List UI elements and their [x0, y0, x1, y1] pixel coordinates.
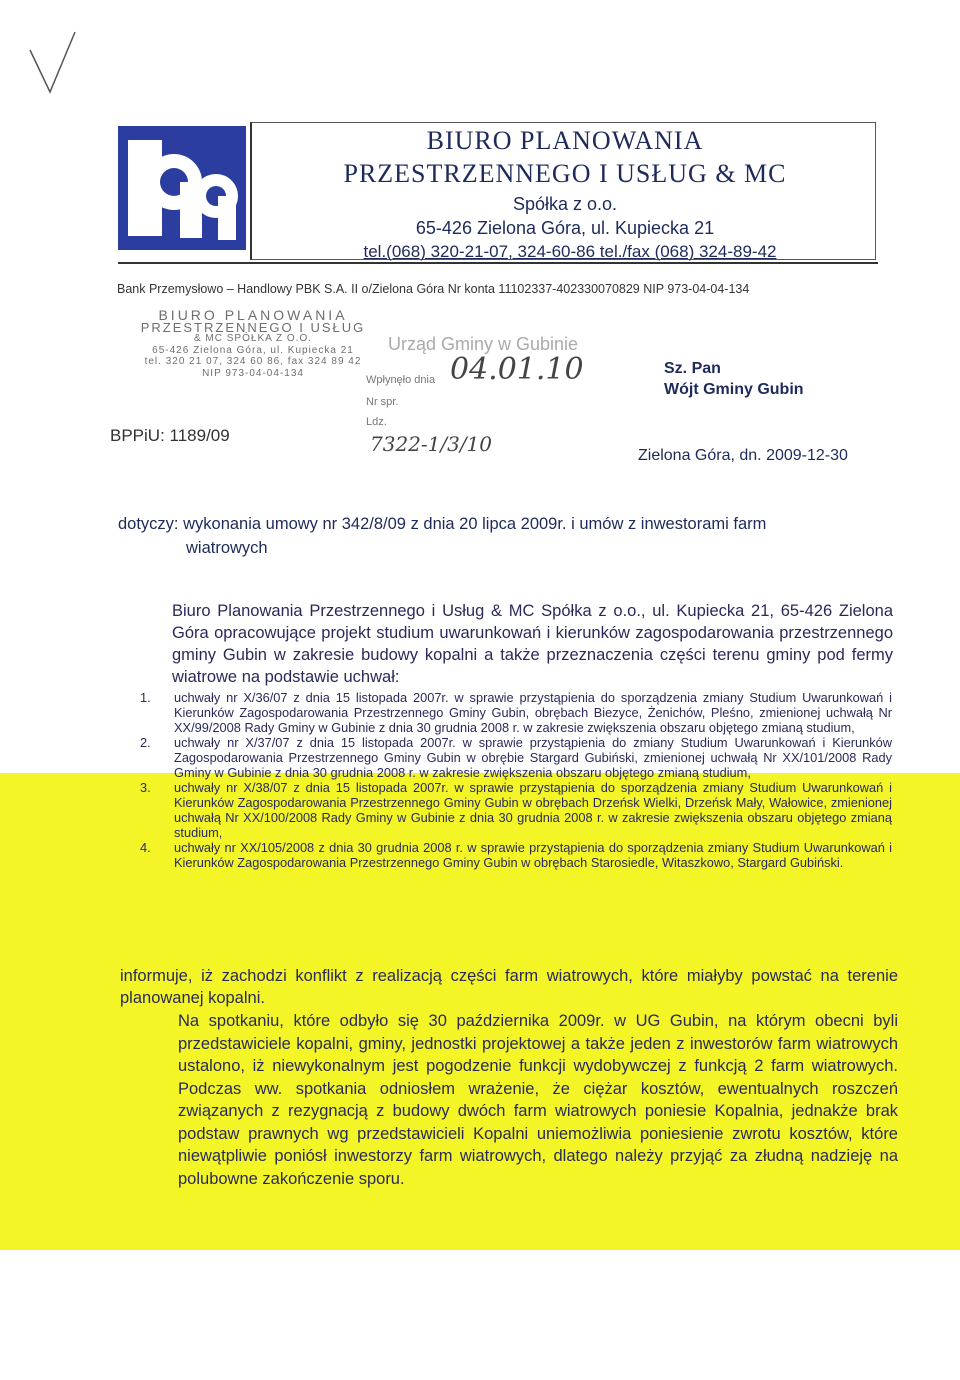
company-phones: tel.(068) 320-21-07, 324-60-86 tel./fax (068) 324-89-42	[363, 242, 777, 261]
place-date: Zielona Góra, dn. 2009-12-30	[638, 447, 848, 464]
list-item	[140, 735, 892, 780]
reg-date-handwritten: 04.01.10	[450, 352, 584, 387]
reference-number: BPPiU: 1189/09	[110, 426, 230, 445]
reg-received-label: Wpłynęło dnia	[366, 374, 436, 386]
list-number: 4.	[140, 840, 151, 855]
list-text: uchwały nr X/36/07 z dnia 15 listopada 2007r. w sprawie przystąpienia do sporządzenia zmiany Studium Uwarunkowań i Kierunków Zagospodarowania Przestrzennego Gminy Gubin, obrębach Biezyce, Żenichów, Pleśno, zmienionej uchwałą Nr XX/99/2008 Rady Gminy w Gubinie z dnia 30 grudnia 2008 r. w zakresie zwiększenia obszaru objętego zmianą studium,	[174, 690, 892, 735]
stamp-line: tel. 320 21 07, 324 60 86, fax 324 89 42	[144, 356, 362, 367]
list-text: uchwały nr XX/105/2008 z dnia 30 grudnia 2008 r. w sprawie przystąpienia do sporządzenia zmiany Studium Uwarunkowań i Kierunków Zagospodarowania Przestrzennego Gminy Gubin w obrębach Starosiedle, Witaszkowo, Stargard Gubiński.	[174, 840, 892, 870]
reg-number-handwritten: 7322-1/3/10	[370, 432, 493, 456]
subject-text: dotyczy: wykonania umowy nr 342/8/09 z dnia 20 lipca 2009r. i umów z inwestorami farm	[118, 515, 767, 533]
reg-office-label: Urząd Gminy w Gubinie	[388, 334, 579, 354]
recipient-name: Wójt Gminy Gubin	[664, 381, 804, 398]
stamp-line: 65-426 Zielona Góra, ul. Kupiecka 21	[152, 344, 354, 356]
stamp-line: BIURO PLANOWANIA	[158, 307, 348, 323]
pen-check-mark	[20, 20, 80, 100]
letterhead-rule	[118, 262, 878, 264]
recipient-salutation: Sz. Pan	[664, 360, 721, 377]
intro-paragraph	[117, 600, 893, 688]
list-item	[140, 840, 892, 870]
list-item	[140, 690, 892, 735]
bank-details: Bank Przemysłowo – Handlowy PBK S.A. II o/Zielona Góra Nr konta 11102337-402330070829 NIP 973-04-04-134	[117, 282, 750, 296]
meeting-text: Na spotkaniu, które odbyło się 30 października 2009r. w UG Gubin, na którym obecni byli przedstawiciele kopalni, gminy, jednostki projektowej a także jeden z inwestorów farm wiatrowych ustalono, iż niewykonalnym jest pogodzenie funkcji wydobywczej z funkcją 2 farm wiatrowych. Podczas ww. spotkania odniosłem wrażenie, że ciężar kosztów, ewentualnych roszczeń związanych z rezygnacją z budowy dwóch farm wiatrowych poniesie Kopalnia, jednakże brak podstaw prawnych wg przedstawicieli Kopalni uniemożliwia poniesienie zwrotu kosztów, które niewątpliwie poniósł inwestorzy farm wiatrowych, dlatego należy przyjąć za złudną nadzieję na polubowne zakończenie sporu.	[178, 1012, 898, 1188]
company-legal-form: Spółka z o.o.	[512, 194, 618, 214]
company-address: 65-426 Zielona Góra, ul. Kupiecka 21	[415, 218, 715, 238]
meeting-paragraph	[122, 1010, 898, 1190]
list-number: 3.	[140, 780, 151, 795]
intro-text: Biuro Planowania Przestrzennego i Usług & MC Spółka z o.o., ul. Kupiecka 21, 65-426 Zielona Góra opracowujące projekt studium uwarunkowań i kierunków zagospodarowania przestrzennego gminy Gubin w zakresie budowy kopalni a także przeznaczenia części terenu gminy pod fermy wiatrowe na podstawie uchwał:	[172, 602, 893, 686]
list-text: uchwały nr X/38/07 z dnia 15 listopada 2007r. w sprawie przystąpienia do sporządzenia zmiany Studium Uwarunkowań i Kierunków Zagospodarowania Przestrzennego Gminy Gubin w obrębach Drzeńsk Wielki, Drzeńsk Mały, Wałowice, zmienionej uchwałą Nr XX/100/2008 Rady Gminy w Gubinie z dnia 30 grudnia 2008 r. w zakresie zwiększenia obszaru objętego zmianą studium,	[174, 780, 892, 840]
registration-stamp	[360, 330, 640, 460]
reg-ldz-label: Ldz.	[366, 416, 387, 428]
conflict-paragraph: informuje, iż zachodzi konflikt z realizacją części farm wiatrowych, które miałyby powstać na terenie planowanej kopalni.	[120, 967, 898, 1007]
subject-text-cont: wiatrowych	[186, 539, 268, 557]
resolutions-list	[140, 690, 892, 870]
company-name-line1: BIURO PLANOWANIA	[426, 126, 704, 155]
company-logo	[118, 126, 246, 250]
subject-line	[118, 512, 888, 560]
reg-number-label: Nr spr.	[366, 396, 399, 408]
list-text: uchwały nr X/37/07 z dnia 15 listopada 2007r. w sprawie przystąpienia do zmiany Studium Uwarunkowań i Kierunków Zagospodarowania Przestrzennego Gminy Gubin w obrębie Stargard Gubiński, zmienionej uchwałą Nr XX/101/2008 Rady Gminy w Gubinie z dnia 30 grudnia 2008 r. w zakresie zwiększenia obszaru objętego zmianą studium,	[174, 735, 892, 780]
stamp-line: PRZESTRZENNEGO I USŁUG	[140, 319, 366, 335]
list-item	[140, 780, 892, 840]
company-name-line2: PRZESTRZENNEGO I USŁUG & MC	[343, 159, 787, 188]
company-stamp	[128, 307, 378, 379]
stamp-line: NIP 973-04-04-134	[202, 367, 304, 379]
list-number: 1.	[140, 690, 151, 705]
stamp-line: & MC SPÓŁKA Z O.O.	[193, 333, 313, 344]
list-number: 2.	[140, 735, 151, 750]
